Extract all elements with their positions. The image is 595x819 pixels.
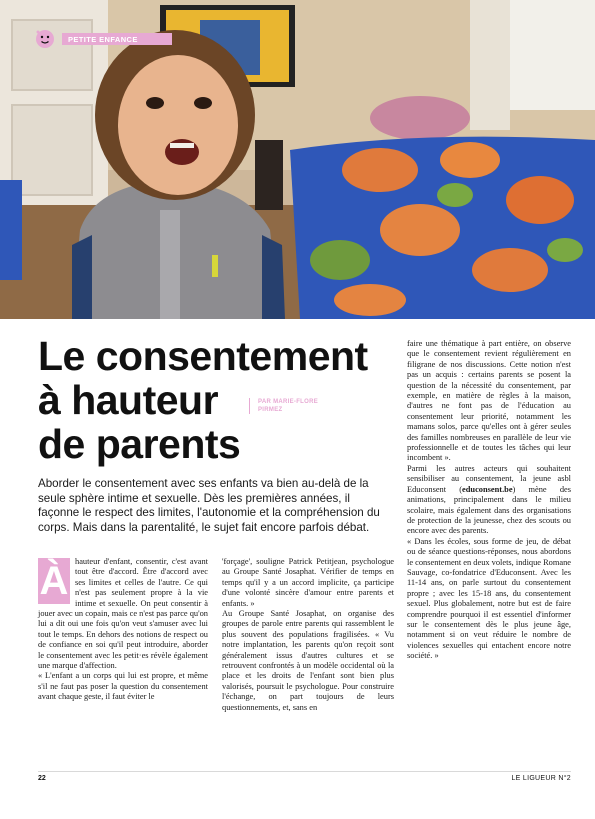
magazine-name: LE LIGUEUR N°2 [511, 775, 571, 782]
body-column-1 [38, 557, 208, 703]
col3-paragraph-1: faire une thématique à part entière, on observe que le consentement revient régulièrement en filigrane de nos discussions. Cette notion n'est pas un acquis : certains parents se posent la question de la nécessité du consentement, par exemple, en matière de règles à la maison, d'autres ne font pas de l'éducation au consentement leur priorité, notamment les mamans solos, parce qu'elles ont à gérer seules des familles nombreuses en parallèle de leur vie professionnelle et de toutes les tâches qui leur incombent ». [407, 339, 571, 463]
rubric-bar [62, 33, 172, 45]
col2-paragraph-1: 'forçage', souligne Patrick Petitjean, psychologue au Groupe Santé Josaphat. Vérifier de temps en temps qu'il y a un accord implicite, ça participe d'une volonté sincère d'amour entre parents et enfants. » [222, 557, 394, 608]
page-footer [38, 771, 571, 785]
col3-paragraph-3: « Dans les écoles, sous forme de jeu, de débat ou de séance questions-réponses, nous abordons le consentement en deux volets, indique Romane Sauvage, co-fondatrice d'Educonsent. Avec les 11-14 ans, on parle surtout du consentement propre ; avec les 15-18 ans, du consentement sexuel. Plus globalement, notre but est de faire comprendre pourquoi il est essentiel d'informer sur le consentement dès le plus jeune âge, notamment si on veut réduire le nombre de violences sexuelles qui entachent encore notre société. » [407, 536, 571, 661]
section-rubric [34, 28, 172, 50]
headline-line-1: Le consentement [38, 333, 368, 379]
col1-paragraph-1: hauteur d'enfant, consentir, c'est avant tout être d'accord. Être d'accord avec ses limites et celles de l'autre. Ce qui n'est pas seulement propre à la vie intime et sexuelle. On peut consentir à jouer avec un copain, mais ce n'est pas parce qu'on lui a dit oui une fois qu'on veut s'amuser avec lui tout le temps. En dehors des notions de respect ou de confiance en soi qu'il peut introduire, aborder le consentement avec les petit·es révèle également une marque d'affection. [38, 557, 208, 671]
body-column-3 [407, 339, 571, 662]
col2-paragraph-2: Au Groupe Santé Josaphat, on organise des groupes de parole entre parents qui rassemblent le plus souvent des populations fragilisées. « Vu notre implantation, les parents qu'on reçoit sont généralement issus d'autres cultures et se retrouvent confrontés à un modèle occidental où la place et les droits de l'enfant sont bien plus valorisés, poursuit le psychologue. Pour construire l'échange, on part toujours de leurs questionnements, et, sans en [222, 609, 394, 712]
body-column-2 [222, 557, 394, 713]
headline-line-3: de parents [38, 421, 241, 467]
article-lead: Aborder le consentement avec ses enfants va bien au-delà de la seule sphère intime et sexuelle. Dès les premières années, il façonne le respect des limites, l'autonomie et la compréhension du corps. Mais dans la parentalité, le sujet fait encore parfois débat. [38, 477, 380, 534]
page-number: 22 [38, 775, 46, 782]
col3-paragraph-2 [407, 464, 571, 537]
headline-line-2: à hauteur [38, 377, 219, 423]
educonsent-link[interactable]: educonsent.be [462, 484, 513, 494]
baby-face-icon [34, 28, 56, 50]
byline-par: PAR MARIE-FLORE [258, 399, 319, 405]
byline [249, 398, 318, 414]
col1-paragraph-2: « L'enfant a un corps qui lui est propre, et même s'il ne faut pas poser la question du consentement avant chaque geste, il faut éviter le [38, 671, 208, 702]
col3-paragraph-2-start: Parmi les autres acteurs qui souhaitent sensibiliser au consentement, la jeune asbl Educonsent ( [407, 463, 571, 494]
byline-name: PIRMEZ [258, 407, 283, 413]
rubric-label: PETITE ENFANCE [68, 34, 138, 44]
col3-paragraph-2-end: ) mène des animations, principalement dans le milieu scolaire, mais également dans des organisations de protection de la jeunesse, chez des scouts ou encore avec des parents. [407, 484, 571, 536]
drop-cap: À [39, 559, 69, 603]
